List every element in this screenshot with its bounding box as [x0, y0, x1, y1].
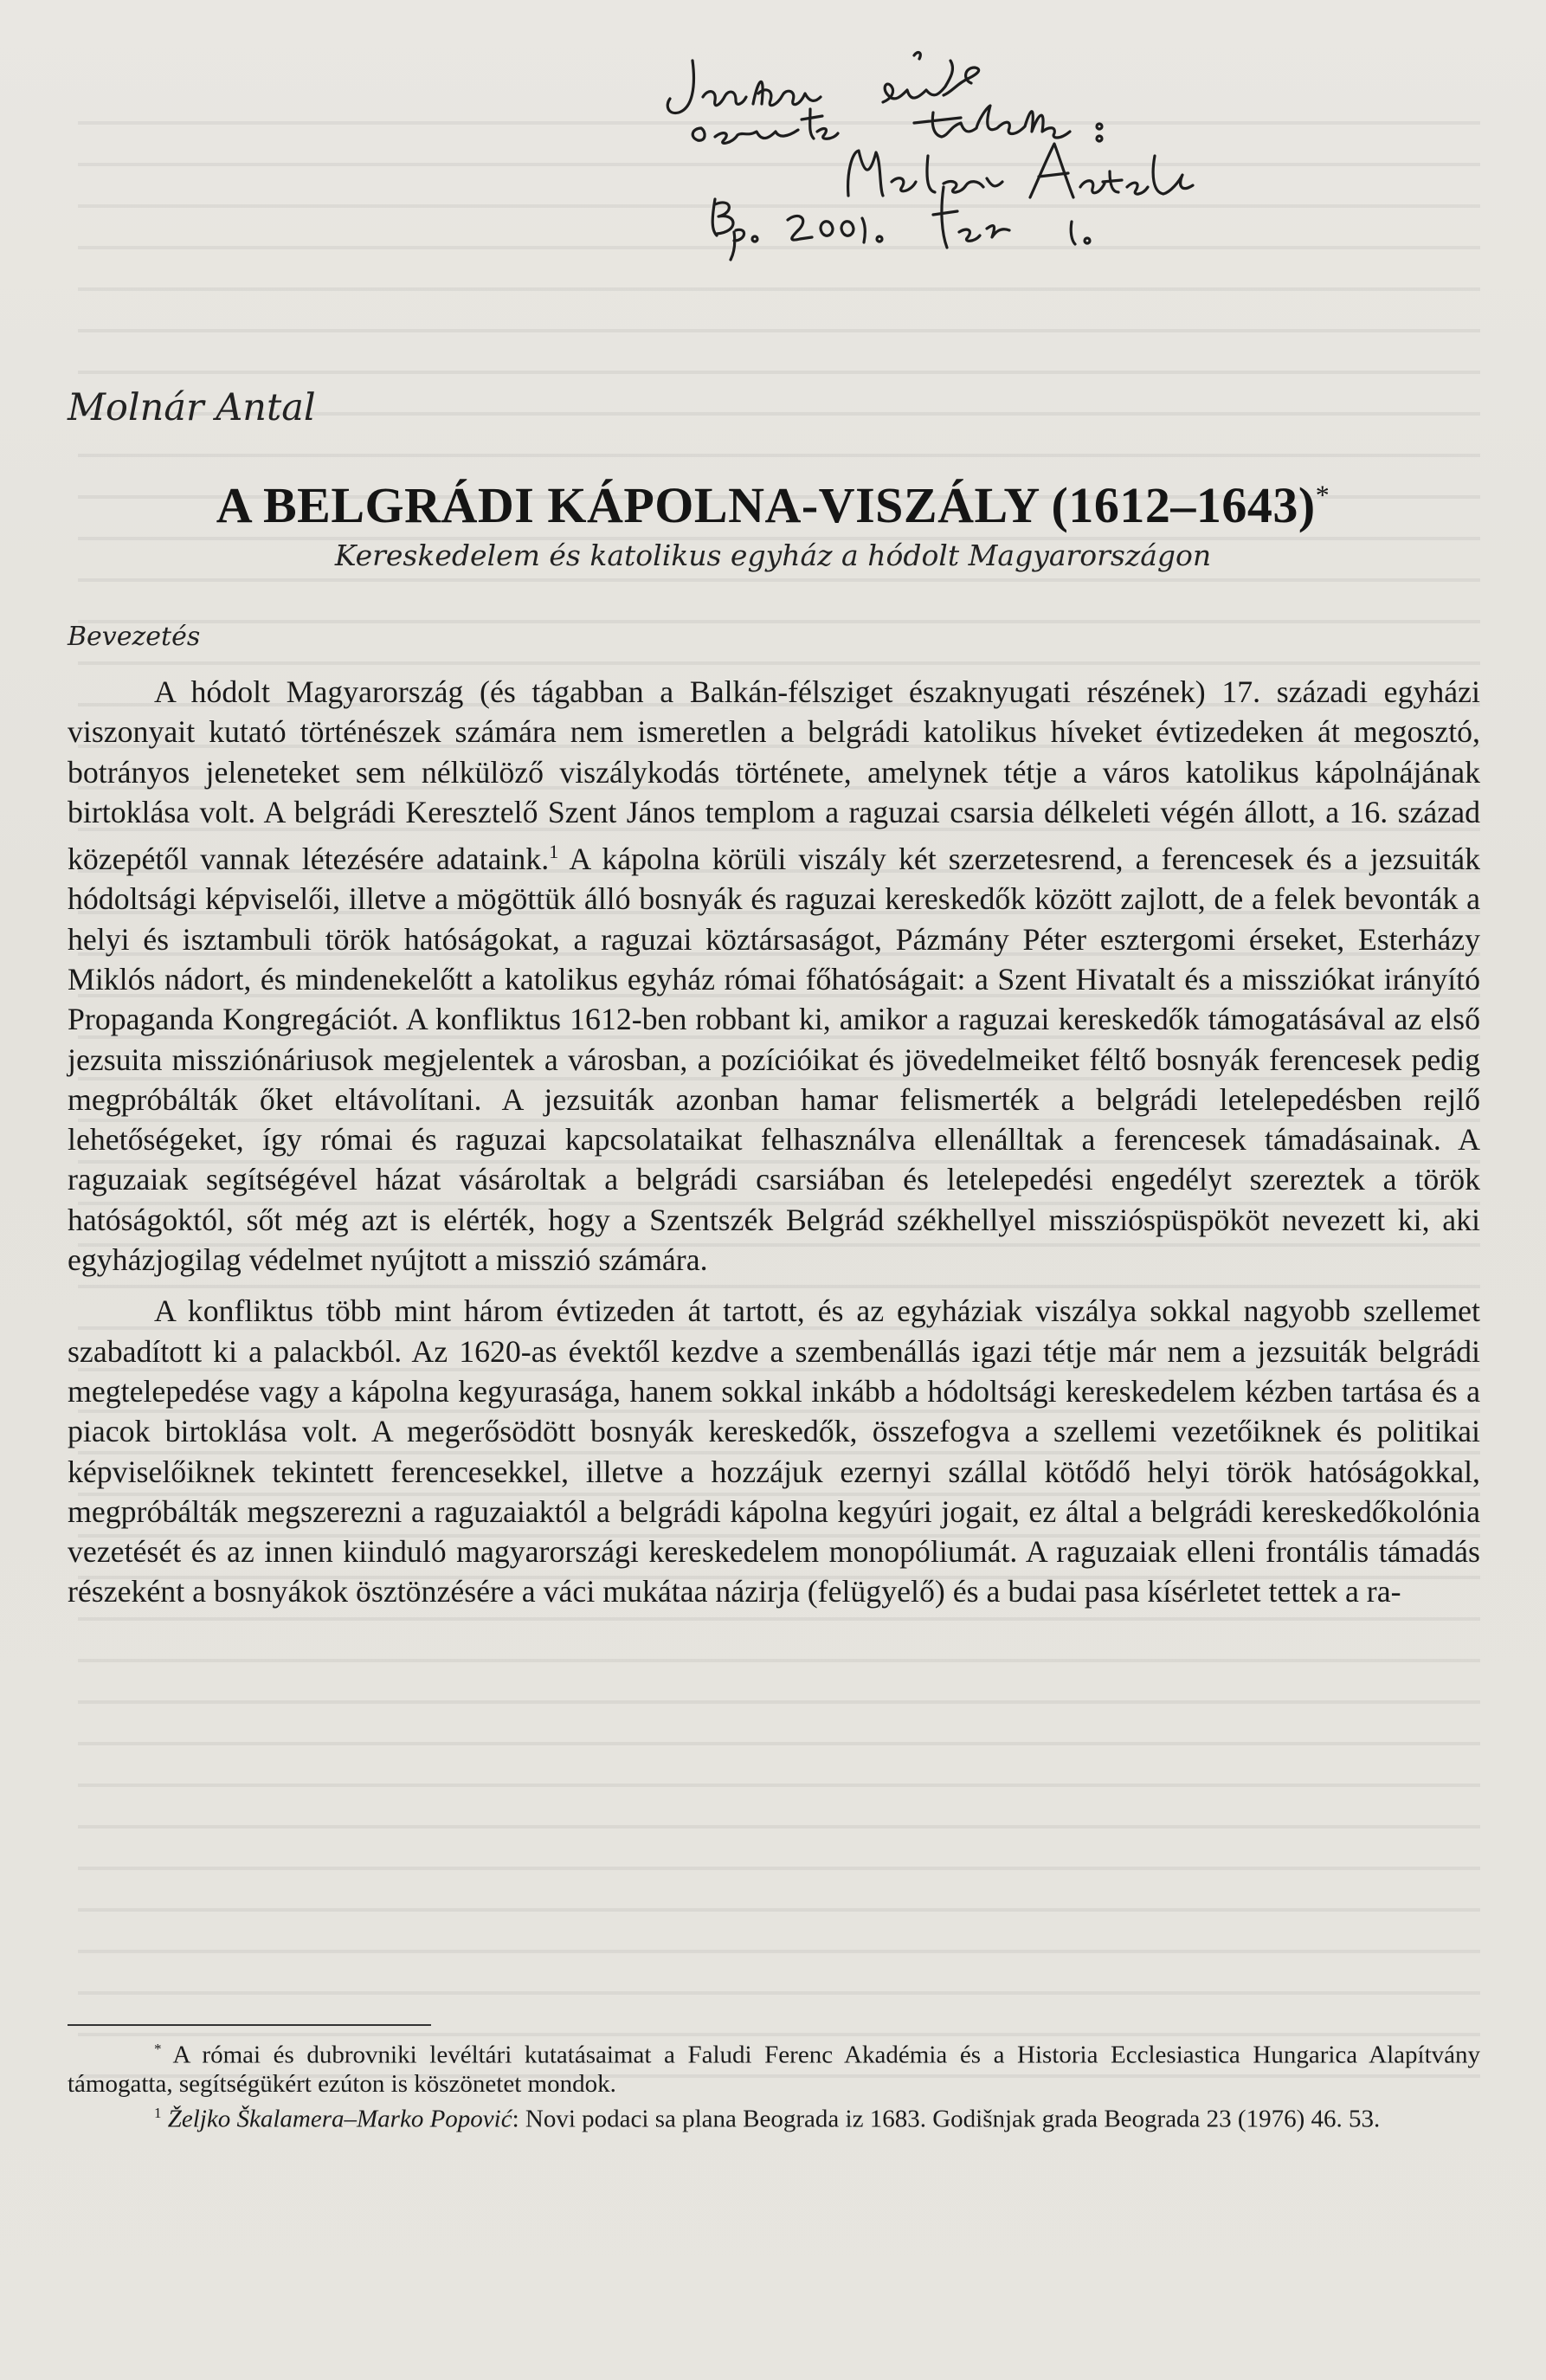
article-title: [0, 476, 1546, 534]
footnote: [68, 2099, 1480, 2134]
handwritten-dedication: [606, 26, 1385, 312]
author-name: Molnár Antal: [68, 386, 316, 429]
footnote-text: A római és dubrovniki levéltári kutatásaimat a Faludi Ferenc Akadémia és a Historia Ecclesiastica Hungarica Alapítvány támogatta, segítségükért ezúton is köszönetet mondok.: [68, 2041, 1480, 2098]
article-subtitle: Kereskedelem és katolikus egyház a hódolt Magyarországon: [334, 539, 1212, 572]
title-footnote-marker: *: [1315, 479, 1330, 511]
footnote-marker: 1: [154, 2104, 162, 2121]
body-text: [68, 672, 1480, 1612]
footnote-marker: *: [154, 2041, 162, 2057]
footnote-authors: Željko Škalamera–Marko Popović: [167, 2105, 512, 2133]
footnote-text: : Novi podaci sa plana Beograda iz 1683. Godišnjak grada Beograda 23 (1976) 46. 53.: [512, 2105, 1381, 2133]
footnote-reference: 1: [549, 841, 559, 863]
article-title-text: A BELGRÁDI KÁPOLNA-VISZÁLY (1612–1643): [216, 477, 1316, 533]
footnote: [68, 2035, 1480, 2099]
footnote-divider: [68, 2024, 431, 2026]
paragraph: A konfliktus több mint három évtizeden át tartott, és az egyháziak viszálya sokkal nagyobb szellemet szabadított ki a palackból. Az 1620-as évektől kezdve a szembenállás igazi tétje már nem a jezsuiták belgrádi megtelepedése vagy a kápolna kegyurasága, hanem sokkal inkább a hódoltsági kereskedelem kézben tartása és a piacok birtoklása volt. A megerősödött bosnyák kereskedők, összefogva a szellemi vezetőiknek és politikai képviselőiknek tekintett ferencesekkel, illetve a hozzájuk ezernyi szállal kötődő helyi török hatóságokkal, megpróbálták megszerezni a raguzaiaktól a belgrádi kápolna kegyúri jogait, ez által a belgrádi kereskedőkolónia vezetését és az innen kiinduló magyarországi kereskedelem monopóliumát. A raguzaiak elleni frontális támadás részeként a bosnyákok ösztönzésére a váci mukátaa názirja (felügyelő) és a budai pasa kísérletet tettek a ra-: [68, 1293, 1480, 1609]
paragraph-text: A kápolna körüli viszály két szerzetesrend, a ferencesek és a jezsuiták hódoltsági képviselői, illetve a mögöttük álló bosnyák és raguzai kereskedők között zajlott, de a felek bevonták a helyi és isztambuli török hatóságokat, a raguzai köztársaságot, Pázmány Péter esztergomi érseket, Esterházy Miklós nádort, és mindenekelőtt a katolikus egyház római főhatóságait: a Szent Hivatalt és a missziókat irányító Propaganda Kongregációt. A konfliktus 1612-ben robbant ki, amikor a raguzai kereskedők támogatásával az első jezsuita missziónáriusok megjelentek a városban, a pozícióikat és jövedelmeiket féltő bosnyák ferencesek pedig megpróbálták őket eltávolítani. A jezsuiták azonban hamar felismerték a belgrádi letelepedésben rejlő lehetőségeket, így római és raguzai kapcsolataikat felhasználva ellenálltak a ferencesek támadásainak. A raguzaiak segítségével házat vásároltak a belgrádi csarsiában és letelepedési engedélyt szereztek a török hatóságoktól, sőt még azt is elérték, hogy a Szentszék Belgrád székhellyel misszióspüspököt nevezett ki, aki egyházjogilag védelmet nyújtott a misszió számára.: [68, 842, 1480, 1278]
paragraph: [68, 672, 1480, 1280]
section-heading: Bevezetés: [68, 622, 201, 652]
footnotes: [68, 2035, 1480, 2133]
signature-transcription: [1385, 26, 1386, 27]
paragraph-text: A hódolt Magyarország (és tágabban a Balkán-félsziget északnyugati részének) 17. századi egyházi viszonyait kutató történészek számára nem ismeretlen a belgrádi katolikus híveket évtizedeken át megosztó, botrányos jeleneteket sem nélkülöző viszálykodás története, amelynek tétje a város katolikus kápolnájának birtoklása volt. A belgrádi Keresztelő Szent János templom a raguzai csarsia délkeleti végén állott, a 16. század közepétől vannak létezésére adataink.: [68, 674, 1480, 877]
